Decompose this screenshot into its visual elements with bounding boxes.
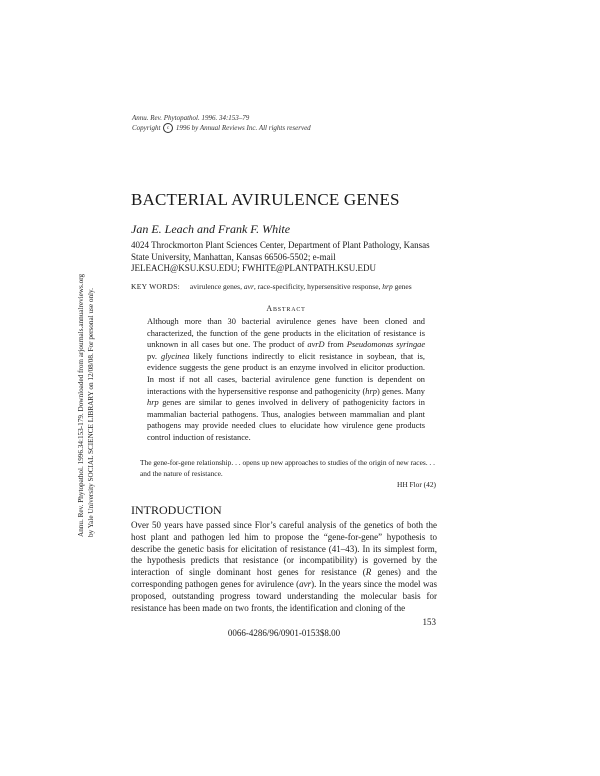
abstract-text: Although more than 30 bacterial avirulence genes have been cloned and characterized, the function of the gene products in the elicitation of resistance is unknown in all cases but one. The product of (147, 317, 425, 350)
abstract-text: from (327, 340, 344, 350)
article-code: 0066-4286/96/0901-0153$8.00 (227, 628, 341, 638)
abstract-italic: hrp (365, 386, 377, 396)
affiliation-line-1: 4024 Throckmorton Plant Sciences Center, Department of Plant Pathology, Kansas (131, 240, 430, 250)
abstract-text: genes are similar to genes involved in delivery of pathogenicity factors in mammalian bacterial pathogens. Thus, analogies between mammalian and plant pathogens may provide needed clues to elucidate how virulence gene products control induction of resistance. (147, 398, 425, 442)
epigraph-quote: The gene-for-gene relationship. . . opens up new approaches to studies of the origin of new races. . . and the nature of resistance. (140, 458, 435, 478)
margin-note-line-1: Annu. Rev. Phytopathol. 1996.34:153-179. Downloaded from arjournals.annualreviews.org (77, 273, 85, 537)
introduction-body (131, 520, 437, 614)
page-number: 153 (422, 617, 436, 627)
affiliation (131, 240, 441, 275)
body-text: genes) and the corresponding pathogen genes for avirulence ( (131, 567, 437, 589)
body-text: ). In the years since the model was proposed, outstanding progress toward understanding the molecular basis for resistance has been made on two fronts, the identification and cloning of the (131, 578, 437, 613)
abstract-italic: Pseudomonas syringae (346, 340, 426, 350)
article-title: BACTERIAL AVIRULENCE GENES (131, 190, 400, 209)
keywords (131, 282, 451, 291)
section-heading: INTRODUCTION (131, 503, 222, 517)
abstract-italic: avrD (307, 340, 325, 350)
copyright-text: 1996 by Annual Reviews Inc. All rights reserved (175, 124, 311, 132)
abstract-text: pv. (147, 351, 157, 361)
abstract-italic: glycinea (161, 351, 190, 361)
keywords-label: KEY WORDS: (131, 282, 181, 291)
copyright-line (132, 123, 311, 133)
affiliation-line-2: State University, Manhattan, Kansas 66506-5502; e-mail (131, 251, 336, 262)
authors: Jan E. Leach and Frank F. White (131, 222, 291, 236)
body-italic: avr (299, 578, 312, 589)
epigraph-source: HH Flor (42) (396, 480, 436, 489)
abstract-body (147, 316, 425, 444)
journal-citation-line: Annu. Rev. Phytopathol. 1996. 34:153–79 (132, 114, 250, 122)
abstract-text: ) genes. Many (376, 386, 425, 396)
keyword-text: genes (394, 282, 412, 291)
copyright-label: Copyright (132, 124, 161, 132)
affiliation-emails: JELEACH@KSU.KSU.EDU; FWHITE@PLANTPATH.KSU.EDU (131, 263, 376, 273)
body-italic: R (365, 567, 372, 578)
abstract-text: likely functions indirectly to elicit resistance in soybean, that is, evidence suggests the gene product is an enzyme involved in elicitor production. In most if not all cases, bacterial avirulence gene function is dependent on interactions with the hypersensitive response and pathogenicity ( (147, 351, 426, 396)
keyword-italic: hrp (382, 282, 393, 291)
journal-citation (132, 113, 311, 133)
body-text: Over 50 years have passed since Flor’s careful analysis of the genetics of both the host plant and pathogen led him to propose the “gene-for-gene” hypothesis to describe the genetic basis for elicitation of resistance (41–43). In its simplest form, the hypothesis predicts that resistance (or incompatibility) is governed by the interaction of single dominant host genes for resistance ( (131, 520, 437, 578)
keyword-text: , race-specificity, hypersensitive response, (253, 282, 381, 291)
download-margin-note (76, 229, 100, 537)
keyword-text: avirulence genes, (189, 282, 242, 291)
margin-note-line-2: by Yale University SOCIAL SCIENCE LIBRARY on 12/08/08. For personal use only. (87, 288, 95, 537)
copyright-icon: c (163, 123, 173, 133)
abstract-italic: hrp (147, 398, 159, 408)
keyword-italic: avr (243, 282, 254, 291)
abstract-heading: Abstract (266, 304, 306, 313)
